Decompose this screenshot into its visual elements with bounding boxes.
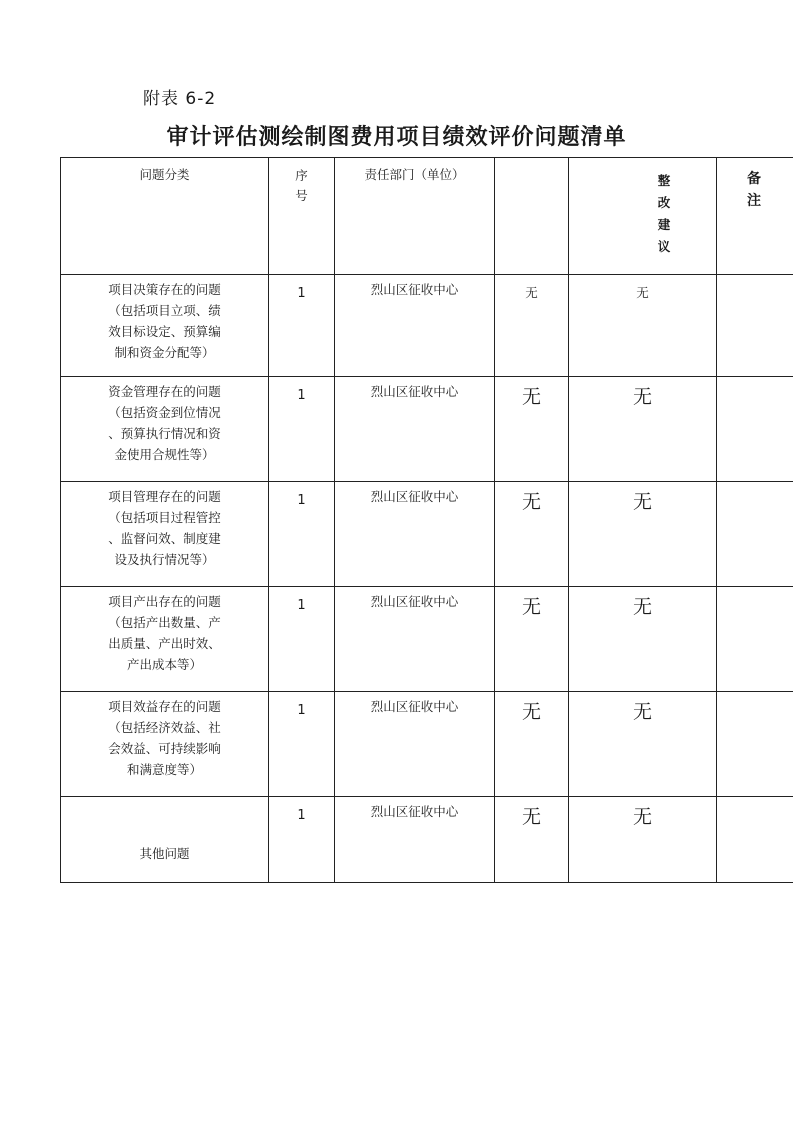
category-line: （包括项目过程管控 [108, 510, 221, 525]
row-category [61, 587, 269, 692]
row-department: 烈山区征收中心 [335, 482, 495, 587]
row-problem: 无 [495, 377, 569, 482]
issues-table [60, 157, 793, 883]
row-department: 烈山区征收中心 [335, 377, 495, 482]
header-suggestion [569, 158, 717, 275]
header-number-text: 序号 [295, 168, 308, 203]
row-note [717, 692, 793, 797]
table-row [61, 587, 793, 692]
category-line: 、预算执行情况和资 [108, 426, 221, 441]
category-line: （包括经济效益、社 [108, 720, 221, 735]
header-department: 责任部门（单位） [335, 158, 495, 275]
row-category [61, 482, 269, 587]
category-line: 制和资金分配等） [114, 345, 215, 360]
category-line: 效目标设定、预算编 [108, 324, 221, 339]
header-category: 问题分类 [61, 158, 269, 275]
row-department: 烈山区征收中心 [335, 797, 495, 883]
table-header-row [61, 158, 793, 275]
row-note [717, 797, 793, 883]
category-line: 其他问题 [139, 846, 190, 861]
category-line: （包括资金到位情况 [108, 405, 221, 420]
row-note [717, 275, 793, 377]
row-note [717, 587, 793, 692]
attachment-label: 附表 6-2 [143, 89, 217, 109]
category-line: 和满意度等） [126, 762, 202, 777]
row-suggestion: 无 [569, 587, 717, 692]
row-department: 烈山区征收中心 [335, 692, 495, 797]
category-line: （包括产出数量、产 [108, 615, 221, 630]
row-category [61, 692, 269, 797]
row-note [717, 482, 793, 587]
category-line: 项目效益存在的问题 [108, 699, 221, 714]
category-line: 设及执行情况等） [114, 552, 215, 567]
row-suggestion: 无 [569, 692, 717, 797]
row-department: 烈山区征收中心 [335, 275, 495, 377]
row-problem: 无 [495, 797, 569, 883]
table-row [61, 797, 793, 883]
row-category [61, 797, 269, 883]
header-suggestion-text: 整改建议 [657, 173, 671, 254]
row-suggestion: 无 [569, 377, 717, 482]
row-department: 烈山区征收中心 [335, 587, 495, 692]
category-line: 项目决策存在的问题 [108, 282, 221, 297]
category-line: 、监督问效、制度建 [108, 531, 221, 546]
row-problem: 无 [495, 275, 569, 377]
row-category [61, 275, 269, 377]
row-number: 1 [269, 797, 335, 883]
header-problem [495, 158, 569, 275]
category-line: 项目管理存在的问题 [108, 489, 221, 504]
table-row [61, 482, 793, 587]
table-row [61, 692, 793, 797]
row-number: 1 [269, 275, 335, 377]
category-line: 产出成本等） [126, 657, 202, 672]
row-number: 1 [269, 692, 335, 797]
category-line: 资金管理存在的问题 [108, 384, 221, 399]
category-line: 出质量、产出时效、 [108, 636, 221, 651]
table-row [61, 377, 793, 482]
header-number [269, 158, 335, 275]
row-note [717, 377, 793, 482]
category-line: 项目产出存在的问题 [108, 594, 221, 609]
row-problem: 无 [495, 587, 569, 692]
row-suggestion: 无 [569, 275, 717, 377]
category-line: 金使用合规性等） [114, 447, 215, 462]
row-number: 1 [269, 377, 335, 482]
row-category [61, 377, 269, 482]
table-row [61, 275, 793, 377]
row-suggestion: 无 [569, 797, 717, 883]
header-note [717, 158, 793, 275]
row-suggestion: 无 [569, 482, 717, 587]
row-number: 1 [269, 482, 335, 587]
row-problem: 无 [495, 482, 569, 587]
page-title: 审计评估测绘制图费用项目绩效评价问题清单 [166, 125, 627, 150]
row-number: 1 [269, 587, 335, 692]
category-line: （包括项目立项、绩 [108, 303, 221, 318]
header-note-text: 备注 [747, 171, 761, 209]
row-problem: 无 [495, 692, 569, 797]
category-line: 会效益、可持续影响 [108, 741, 221, 756]
